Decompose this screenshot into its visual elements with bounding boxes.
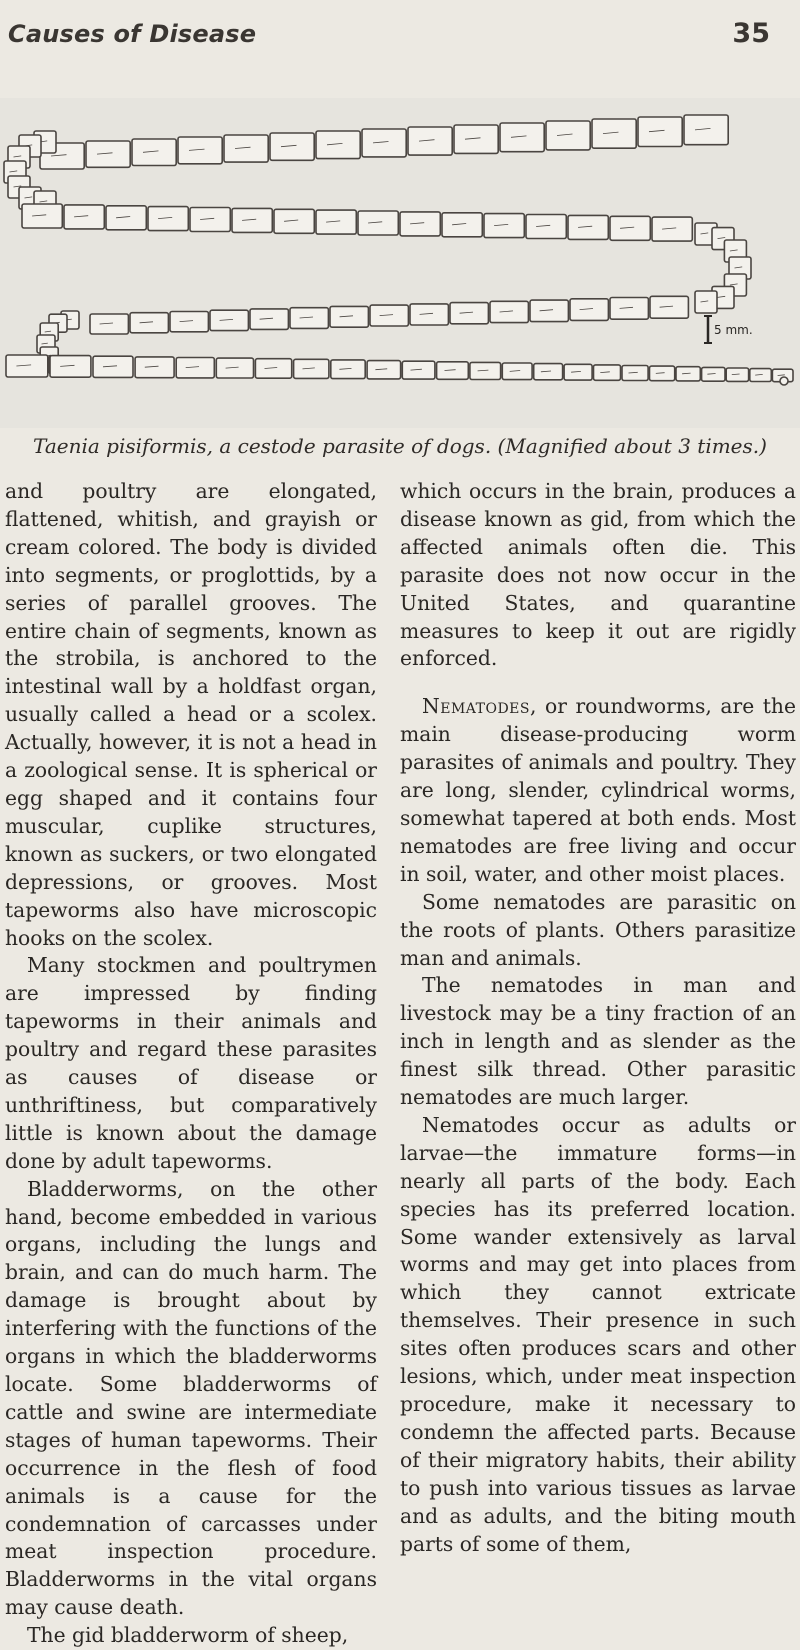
scolex [780, 377, 788, 385]
paragraph: which occurs in the brain, produces a disease known as gid, from which the affected animals often die. This parasite does not now occur in the United States, and quarantine measures to keep it out are rigidly enforced. [400, 479, 796, 671]
proglottid-segment [370, 305, 408, 326]
proglottid-segment [564, 364, 592, 380]
tapeworm-figure [0, 98, 800, 428]
proglottid-segment [93, 356, 133, 377]
paragraph-nematodes [400, 693, 796, 888]
proglottid-segment [702, 367, 725, 381]
proglottid-segment [178, 137, 222, 164]
proglottid-segment [534, 364, 563, 380]
proglottid-segment [400, 212, 440, 236]
proglottid-segment [530, 300, 568, 322]
paragraph: The gid bladderworm of sheep, [27, 1623, 349, 1648]
proglottid-segment [64, 205, 104, 229]
proglottid-segment [290, 308, 328, 329]
proglottid-segment [6, 355, 48, 377]
proglottid-segment [502, 363, 532, 380]
proglottid-segment [210, 310, 248, 330]
proglottid-segment [450, 303, 488, 324]
paragraph: and poultry are elongated, flattened, whitish, and grayish or cream colored. The body is divided into segments, or proglottids, by a series of parallel grooves. The entire chain of segments, known as the strobila, is anchored to the intestinal wall by a holdfast organ, usually called a head or a scolex. Actually, however, it is not a head in a zoological sense. It is spherical or egg shaped and it contains four muscular, cuplike structures, known as suckers, or two elongated depressions, or grooves. Most tapeworms also have microscopic hooks on the scolex. [5, 479, 377, 950]
proglottid-segment [650, 296, 688, 318]
proglottid-segment [638, 117, 682, 147]
proglottid-segment [470, 362, 501, 379]
proglottid-segment [490, 301, 528, 322]
paragraph: Nematodes occur as adults or larvae—the immature forms—in nearly all parts of the body. Each species has its preferred location. Some wander extensively as larval worms and may get into places from which they cannot extricate themselves. Their presence in such sites often produces scars and other lesions, which, under meat inspection procedure, make it necessary to condemn the affected parts. Because of their migratory habits, their ability to push into various tissues as larvae and as adults, and the biting mouth parts of some of them, [400, 1112, 796, 1556]
proglottid-segment [442, 213, 482, 237]
proglottid-segment [367, 361, 401, 379]
proglottid-segment [176, 358, 214, 378]
paragraph-text: , or roundworms, are the main disease-producing worm parasites of animals and poultry. They are long, slender, cylindrical worms, somewhat tapered at both ends. Most nematodes are free living and occur in soil, water, and other moist places. [400, 694, 796, 886]
proglottid-segment [255, 359, 291, 379]
page-number: 35 [732, 18, 770, 49]
proglottid-segment [695, 291, 717, 313]
proglottid-segment [331, 360, 365, 379]
proglottid-segment [50, 356, 91, 378]
proglottid-segment [676, 367, 700, 381]
paragraph: Many stockmen and poultrymen are impressed by finding tapeworms in their animals and poultry and regard these parasites as causes of disease or unthriftiness, but comparatively little is known about the damage done by adult tapeworms. [5, 953, 377, 1173]
proglottid-segment [437, 362, 469, 380]
proglottid-segment [224, 135, 268, 162]
proglottid-segment [316, 131, 360, 159]
proglottid-segment [216, 358, 253, 378]
proglottid-segment [410, 304, 448, 325]
proglottid-segment [362, 129, 406, 157]
proglottid-segment [594, 365, 621, 380]
proglottid-segment [330, 306, 368, 327]
paragraph: The nematodes in man and livestock may be a tiny fraction of an inch in length and as slender as the finest silk thread. Other parasitic nematodes are much larger. [400, 973, 796, 1110]
proglottid-segment [500, 123, 544, 152]
proglottid-segment [90, 314, 128, 334]
tapeworm-illustration [0, 98, 800, 428]
proglottid-segment [652, 217, 692, 241]
proglottid-segment [132, 139, 176, 166]
proglottid-segment [650, 366, 675, 381]
proglottid-segment [726, 368, 748, 381]
proglottid-segment [610, 298, 648, 320]
proglottid-segment [232, 208, 272, 232]
proglottid-segment [294, 359, 329, 378]
running-head [8, 16, 770, 56]
paragraph: Some nematodes are parasitic on the roots of plants. Others parasitize man and animals. [400, 889, 796, 970]
proglottid-segment [610, 216, 650, 240]
proglottid-segment [592, 119, 636, 148]
scale-label: 5 mm. [714, 323, 753, 337]
proglottid-segment [270, 133, 314, 160]
proglottid-segment [135, 357, 174, 378]
figure-caption: Taenia pisiformis, a cestode parasite of dogs. (Magnified about 3 times.) [33, 434, 767, 458]
proglottid-segment [750, 369, 772, 382]
left-column [5, 478, 377, 1650]
proglottid-segment [148, 207, 188, 231]
section-lead: Nematodes [422, 694, 530, 719]
proglottid-segment [622, 366, 648, 381]
proglottid-segment [546, 121, 590, 150]
proglottid-segment [106, 206, 146, 230]
paragraph: Bladderworms, on the other hand, become embedded in various organs, including the lungs and brain, and can do much harm. The damage is brought about by interfering with the functions of the organs in which the bladderworms locate. Some bladderworms of cattle and swine are intermediate stages of human tapeworms. Their occurrence in the flesh of food animals is a cause for the condemnation of carcasses under meat inspection procedure. Bladderworms in the vital organs may cause death. [5, 1176, 377, 1620]
proglottid-segment [274, 209, 314, 233]
proglottid-segment [358, 211, 398, 235]
proglottid-segment [454, 125, 498, 153]
proglottid-segment [130, 313, 168, 333]
proglottid-segment [568, 215, 608, 239]
proglottid-segment [570, 299, 608, 321]
running-title: Causes of Disease [8, 20, 257, 48]
proglottid-segment [86, 141, 130, 167]
proglottid-segment [484, 214, 524, 238]
proglottid-segment [684, 115, 728, 145]
proglottid-segment [408, 127, 452, 155]
proglottid-segment [170, 312, 208, 332]
proglottid-segment [190, 208, 230, 232]
proglottid-segment [250, 309, 288, 330]
proglottid-segment [402, 361, 435, 379]
proglottid-segment [316, 210, 356, 234]
proglottid-segment [526, 215, 566, 239]
right-column [400, 478, 796, 1558]
proglottid-segment [22, 204, 62, 228]
